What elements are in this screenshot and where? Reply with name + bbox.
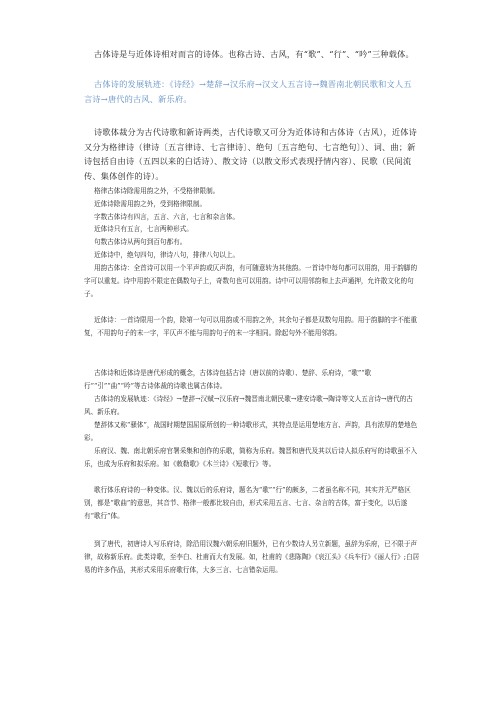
list-item: 近体诗只有五言，七言两种形式。 <box>94 225 193 234</box>
concept-paragraph: 古体诗和近体诗是唐代形成的概念，古体诗包括古诗（唐以前的诗歌）、楚辞、乐府诗，“歌”“歌行”“引”“曲”“吟”等古诗体裁的诗歌也属古体诗。 <box>84 369 372 390</box>
chuci-paragraph: 楚辞体又称“骚体”，战国时期楚国屈原所创的一种诗歌形式，其特点是运用楚地方言、声韵，具有浓厚的楚地色彩。 <box>84 421 418 442</box>
intro-paragraph: 古体诗是与近体诗相对而言的诗体。也称古诗、古风，有“歌”、“行”、“吟”三种载体。 <box>94 49 414 59</box>
genre-classification-paragraph: 诗歌体裁分为古代诗歌和新诗两类，古代诗歌又可分为近体诗和古体诗（古风），近体诗又分为格律诗（律诗〔五言律诗、七言律诗〕、绝句〔五言绝句、七言绝句〕）、词、曲；新诗包括自由诗（五四以来的白话诗）、散文诗（以散文形式表现抒情内容）、民歌（民间流传、集体创作的诗）。 <box>84 127 418 181</box>
gexing-paragraph: 歌行体乐府诗的一种变体。汉、魏以后的乐府诗，题名为“歌”“行”的颇多，二者虽名称不同，其实并无严格区别，都是“歌曲”的意思，其音节、格律一般都比较自由，形式采用五言、七言、杂言的古体，富于变化，以后遂有“歌行”体。 <box>84 486 411 520</box>
comparison-list <box>84 185 420 262</box>
list-item: 近体诗除需用韵之外，受到格律限制。 <box>94 199 207 208</box>
list-item: 字数古体诗有四言，五言、六言，七言和杂言体。 <box>94 212 240 221</box>
rhyme-modern-paragraph: 近体诗：一首诗限用一个韵，除第一句可以用韵或不用韵之外，其余句子都是双数句用韵。用于韵脚的字不能重复，不用韵句子的末一字，平仄声不能与用韵句子的末一字相同。除起句外不能用邻韵。 <box>84 316 418 337</box>
list-item: 近体诗中，绝句四句，律诗八句，排律八句以上。 <box>94 250 240 259</box>
tang-paragraph: 到了唐代，初唐诗人写乐府诗，除沿用汉魏六朝乐府旧题外，已有少数诗人另立新题，虽辞为乐府，已不限于声律，故称新乐府。此类诗歌，至李白、杜甫而大有发展。如，杜甫的《悲陈陶》《哀江头》《兵车行》《丽人行》;白居易的许多作品，其形式采用乐府歌行体，大多三言、七言错杂运用。 <box>84 540 420 574</box>
list-item: 格律古体诗除需用韵之外，不受格律限制。 <box>94 187 220 195</box>
development-track-highlight: 古体诗的发展轨迹：《诗经》→楚辞→汉乐府→汉文人五言诗→魏晋南北朝民歌和文人五言诗→唐代的古风、新乐府。 <box>84 79 412 104</box>
yuefu-paragraph: 乐府汉、魏、南北朝乐府官署采集和创作的乐歌，简称为乐府。魏晋和唐代及其以后诗人拟乐府写的诗歌虽不入乐，也成为乐府和拟乐府。如《敕勒歌》《木兰诗》《短歌行》等。 <box>84 447 418 468</box>
list-item: 句数古体诗从两句到百句都有。 <box>94 238 187 247</box>
rhyme-ancient-paragraph: 用韵古体诗：全首诗可以用一个平声韵或仄声韵，有可随意转为其他韵。一首诗中每句都可以用韵，用于韵脚的字可以重复。诗中用韵不限定在偶数句子上，奇数句也可以用韵。诗中可以用邻韵和上去声通押，允许散文化的句子。 <box>84 264 418 298</box>
evolution-paragraph: 古体诗的发展轨迹：《诗经》→楚辞→汉赋→汉乐府→魏晋南北朝民歌→建安诗歌→陶诗等文人五言诗→唐代的古风、新乐府。 <box>84 395 413 416</box>
